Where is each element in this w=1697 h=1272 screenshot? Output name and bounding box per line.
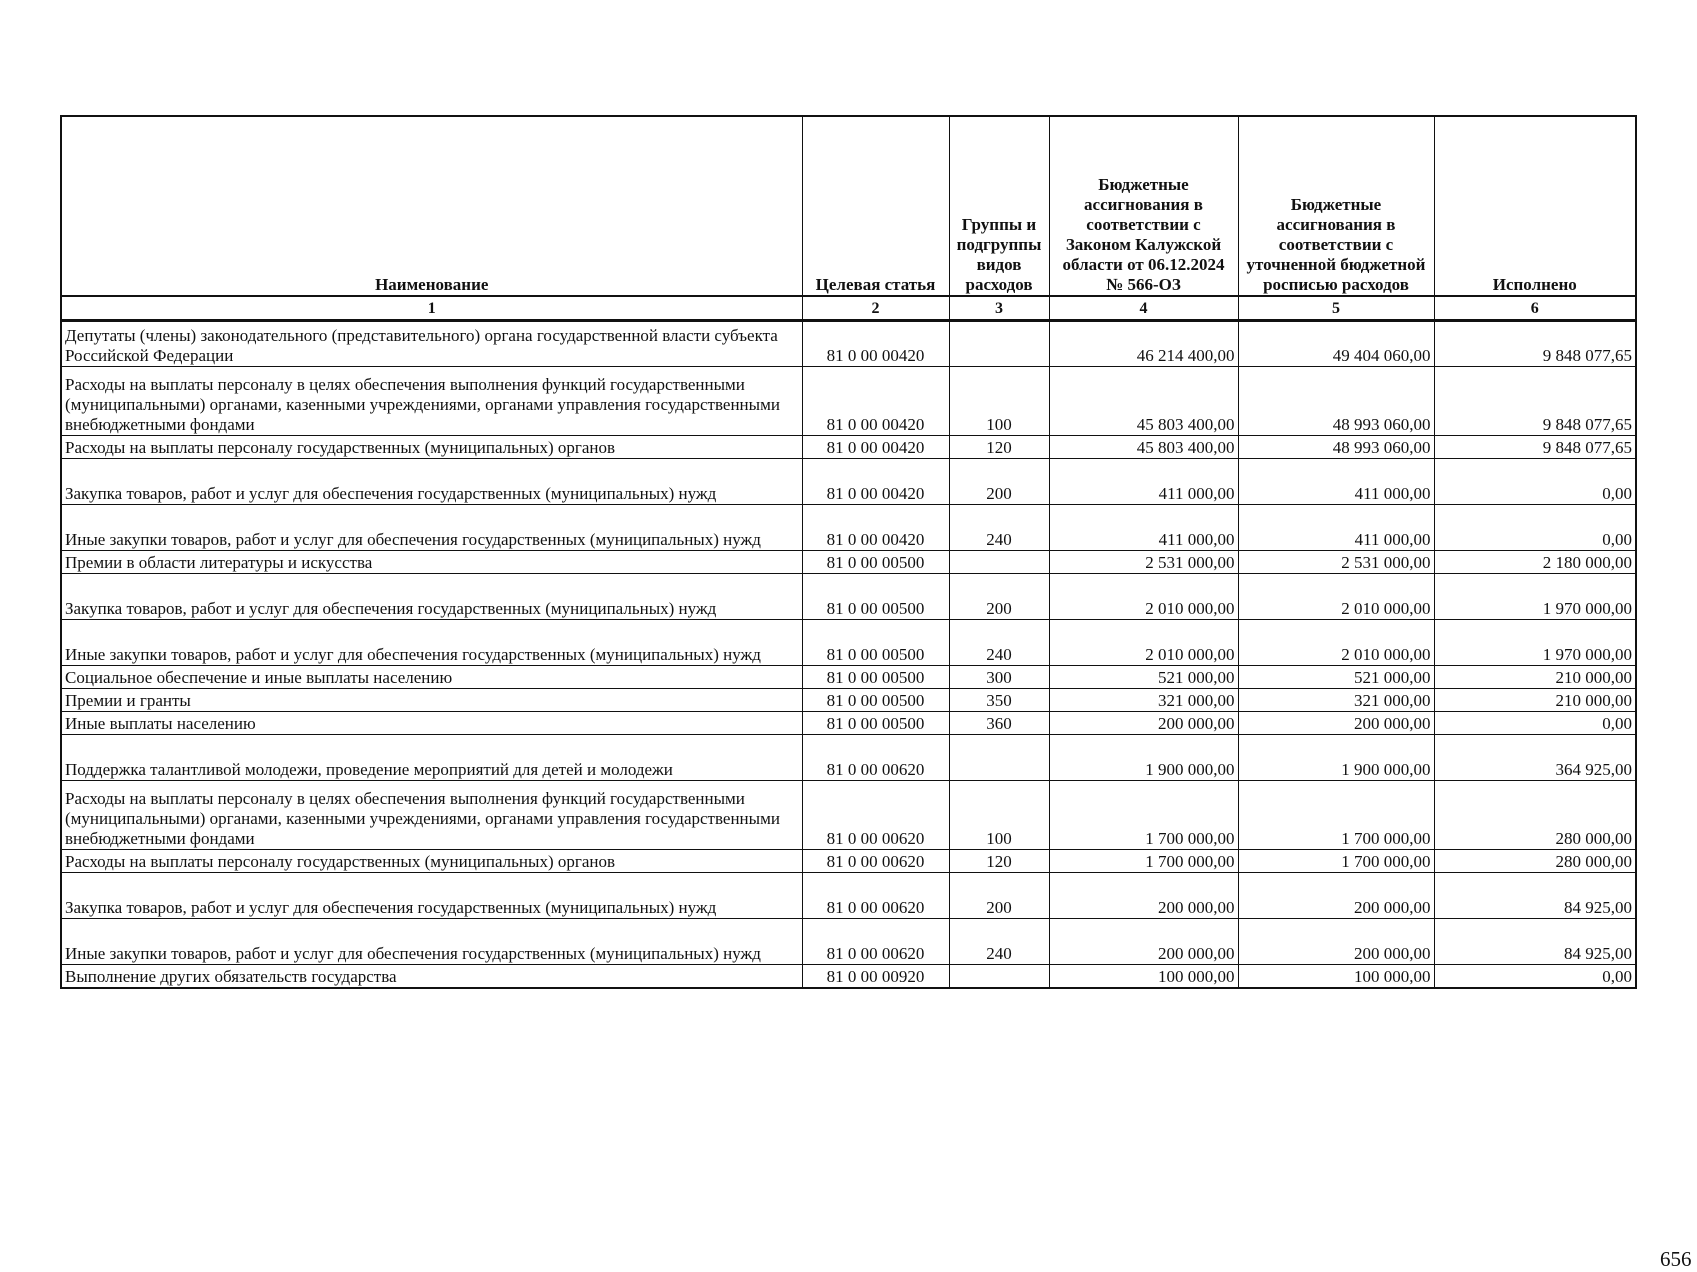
row-law-amount: 45 803 400,00 (1049, 367, 1238, 436)
row-refined-amount: 2 010 000,00 (1238, 620, 1434, 666)
header-target-article: Целевая статья (802, 116, 949, 296)
table-row (61, 965, 1636, 988)
row-law-amount: 100 000,00 (1049, 965, 1238, 988)
table-row (61, 712, 1636, 735)
row-name: Иные выплаты населению (61, 712, 802, 735)
row-refined-amount: 1 700 000,00 (1238, 850, 1434, 873)
table-header-row (61, 116, 1636, 296)
row-law-amount: 200 000,00 (1049, 919, 1238, 965)
row-executed-amount: 280 000,00 (1434, 850, 1636, 873)
row-refined-amount: 521 000,00 (1238, 666, 1434, 689)
row-target-article: 81 0 00 00500 (802, 712, 949, 735)
row-target-article: 81 0 00 00620 (802, 781, 949, 850)
row-name: Выполнение других обязательств государства (61, 965, 802, 988)
table-body (61, 321, 1636, 988)
row-name: Расходы на выплаты персоналу в целях обеспечения выполнения функций государственными (муниципальными) органами, казенными учреждениями, органами управления государственными внебюджетными фондами (61, 781, 802, 850)
column-number: 2 (802, 296, 949, 321)
row-refined-amount: 1 700 000,00 (1238, 781, 1434, 850)
row-law-amount: 411 000,00 (1049, 505, 1238, 551)
row-executed-amount: 280 000,00 (1434, 781, 1636, 850)
table-row (61, 574, 1636, 620)
row-name: Иные закупки товаров, работ и услуг для обеспечения государственных (муниципальных) нужд (61, 919, 802, 965)
row-name: Иные закупки товаров, работ и услуг для обеспечения государственных (муниципальных) нужд (61, 505, 802, 551)
row-law-amount: 2 531 000,00 (1049, 551, 1238, 574)
table-row (61, 850, 1636, 873)
column-number-row (61, 296, 1636, 321)
table-row (61, 321, 1636, 367)
row-name: Расходы на выплаты персоналу государственных (муниципальных) органов (61, 436, 802, 459)
row-refined-amount: 49 404 060,00 (1238, 321, 1434, 367)
row-expense-group: 350 (949, 689, 1049, 712)
row-target-article: 81 0 00 00420 (802, 459, 949, 505)
row-expense-group (949, 551, 1049, 574)
row-refined-amount: 200 000,00 (1238, 712, 1434, 735)
row-name: Закупка товаров, работ и услуг для обеспечения государственных (муниципальных) нужд (61, 574, 802, 620)
row-name: Расходы на выплаты персоналу государственных (муниципальных) органов (61, 850, 802, 873)
row-expense-group: 120 (949, 436, 1049, 459)
row-target-article: 81 0 00 00500 (802, 574, 949, 620)
table-row (61, 919, 1636, 965)
row-law-amount: 45 803 400,00 (1049, 436, 1238, 459)
row-target-article: 81 0 00 00620 (802, 735, 949, 781)
column-number: 1 (61, 296, 802, 321)
row-expense-group: 120 (949, 850, 1049, 873)
row-target-article: 81 0 00 00620 (802, 850, 949, 873)
row-executed-amount: 2 180 000,00 (1434, 551, 1636, 574)
document-page (60, 115, 1692, 1271)
row-target-article: 81 0 00 00420 (802, 367, 949, 436)
header-executed: Исполнено (1434, 116, 1636, 296)
row-law-amount: 321 000,00 (1049, 689, 1238, 712)
row-target-article: 81 0 00 00500 (802, 620, 949, 666)
row-refined-amount: 200 000,00 (1238, 919, 1434, 965)
column-number: 6 (1434, 296, 1636, 321)
column-number: 3 (949, 296, 1049, 321)
row-executed-amount: 9 848 077,65 (1434, 321, 1636, 367)
row-law-amount: 1 700 000,00 (1049, 850, 1238, 873)
row-law-amount: 2 010 000,00 (1049, 620, 1238, 666)
row-law-amount: 411 000,00 (1049, 459, 1238, 505)
row-refined-amount: 200 000,00 (1238, 873, 1434, 919)
table-row (61, 367, 1636, 436)
row-law-amount: 2 010 000,00 (1049, 574, 1238, 620)
row-expense-group: 240 (949, 919, 1049, 965)
row-expense-group: 240 (949, 620, 1049, 666)
row-target-article: 81 0 00 00420 (802, 505, 949, 551)
row-refined-amount: 2 010 000,00 (1238, 574, 1434, 620)
row-law-amount: 46 214 400,00 (1049, 321, 1238, 367)
row-executed-amount: 1 970 000,00 (1434, 620, 1636, 666)
row-target-article: 81 0 00 00920 (802, 965, 949, 988)
row-target-article: 81 0 00 00500 (802, 689, 949, 712)
row-expense-group: 200 (949, 574, 1049, 620)
row-refined-amount: 2 531 000,00 (1238, 551, 1434, 574)
row-name: Иные закупки товаров, работ и услуг для обеспечения государственных (муниципальных) нужд (61, 620, 802, 666)
row-name: Закупка товаров, работ и услуг для обеспечения государственных (муниципальных) нужд (61, 459, 802, 505)
row-target-article: 81 0 00 00500 (802, 666, 949, 689)
header-name: Наименование (61, 116, 802, 296)
row-expense-group: 300 (949, 666, 1049, 689)
row-expense-group: 240 (949, 505, 1049, 551)
row-executed-amount: 9 848 077,65 (1434, 367, 1636, 436)
row-expense-group: 200 (949, 873, 1049, 919)
row-expense-group (949, 321, 1049, 367)
table-row (61, 551, 1636, 574)
table-row (61, 873, 1636, 919)
row-expense-group: 200 (949, 459, 1049, 505)
budget-table (60, 115, 1637, 989)
row-law-amount: 200 000,00 (1049, 712, 1238, 735)
row-name: Премии и гранты (61, 689, 802, 712)
row-executed-amount: 0,00 (1434, 965, 1636, 988)
row-target-article: 81 0 00 00500 (802, 551, 949, 574)
row-refined-amount: 48 993 060,00 (1238, 367, 1434, 436)
header-law-allocations: Бюджетные ассигнования в соответствии с Законом Калужской области от 06.12.2024 № 566-ОЗ (1049, 116, 1238, 296)
table-row (61, 781, 1636, 850)
row-refined-amount: 411 000,00 (1238, 505, 1434, 551)
row-expense-group (949, 735, 1049, 781)
table-row (61, 505, 1636, 551)
page-number: 656 (1660, 1247, 1692, 1271)
column-number: 4 (1049, 296, 1238, 321)
row-expense-group: 360 (949, 712, 1049, 735)
row-expense-group: 100 (949, 367, 1049, 436)
row-law-amount: 200 000,00 (1049, 873, 1238, 919)
row-law-amount: 1 900 000,00 (1049, 735, 1238, 781)
row-target-article: 81 0 00 00420 (802, 436, 949, 459)
column-number: 5 (1238, 296, 1434, 321)
table-row (61, 735, 1636, 781)
row-executed-amount: 84 925,00 (1434, 919, 1636, 965)
row-executed-amount: 84 925,00 (1434, 873, 1636, 919)
row-target-article: 81 0 00 00420 (802, 321, 949, 367)
row-executed-amount: 364 925,00 (1434, 735, 1636, 781)
row-executed-amount: 210 000,00 (1434, 689, 1636, 712)
row-target-article: 81 0 00 00620 (802, 919, 949, 965)
row-name: Премии в области литературы и искусства (61, 551, 802, 574)
row-refined-amount: 1 900 000,00 (1238, 735, 1434, 781)
header-refined-allocations: Бюджетные ассигнования в соответствии с уточненной бюджетной росписью расходов (1238, 116, 1434, 296)
row-target-article: 81 0 00 00620 (802, 873, 949, 919)
row-expense-group: 100 (949, 781, 1049, 850)
table-row (61, 436, 1636, 459)
row-refined-amount: 100 000,00 (1238, 965, 1434, 988)
header-expense-groups: Группы и подгруппы видов расходов (949, 116, 1049, 296)
row-name: Закупка товаров, работ и услуг для обеспечения государственных (муниципальных) нужд (61, 873, 802, 919)
row-expense-group (949, 965, 1049, 988)
row-executed-amount: 9 848 077,65 (1434, 436, 1636, 459)
row-name: Поддержка талантливой молодежи, проведение мероприятий для детей и молодежи (61, 735, 802, 781)
row-name: Социальное обеспечение и иные выплаты населению (61, 666, 802, 689)
table-row (61, 689, 1636, 712)
table-row (61, 459, 1636, 505)
row-executed-amount: 0,00 (1434, 712, 1636, 735)
row-law-amount: 1 700 000,00 (1049, 781, 1238, 850)
row-refined-amount: 411 000,00 (1238, 459, 1434, 505)
table-row (61, 666, 1636, 689)
row-law-amount: 521 000,00 (1049, 666, 1238, 689)
row-executed-amount: 0,00 (1434, 505, 1636, 551)
row-executed-amount: 0,00 (1434, 459, 1636, 505)
row-refined-amount: 48 993 060,00 (1238, 436, 1434, 459)
table-row (61, 620, 1636, 666)
row-executed-amount: 210 000,00 (1434, 666, 1636, 689)
row-refined-amount: 321 000,00 (1238, 689, 1434, 712)
row-name: Расходы на выплаты персоналу в целях обеспечения выполнения функций государственными (муниципальными) органами, казенными учреждениями, органами управления государственными внебюджетными фондами (61, 367, 802, 436)
row-executed-amount: 1 970 000,00 (1434, 574, 1636, 620)
row-name: Депутаты (члены) законодательного (представительного) органа государственной власти субъекта Российской Федерации (61, 321, 802, 367)
